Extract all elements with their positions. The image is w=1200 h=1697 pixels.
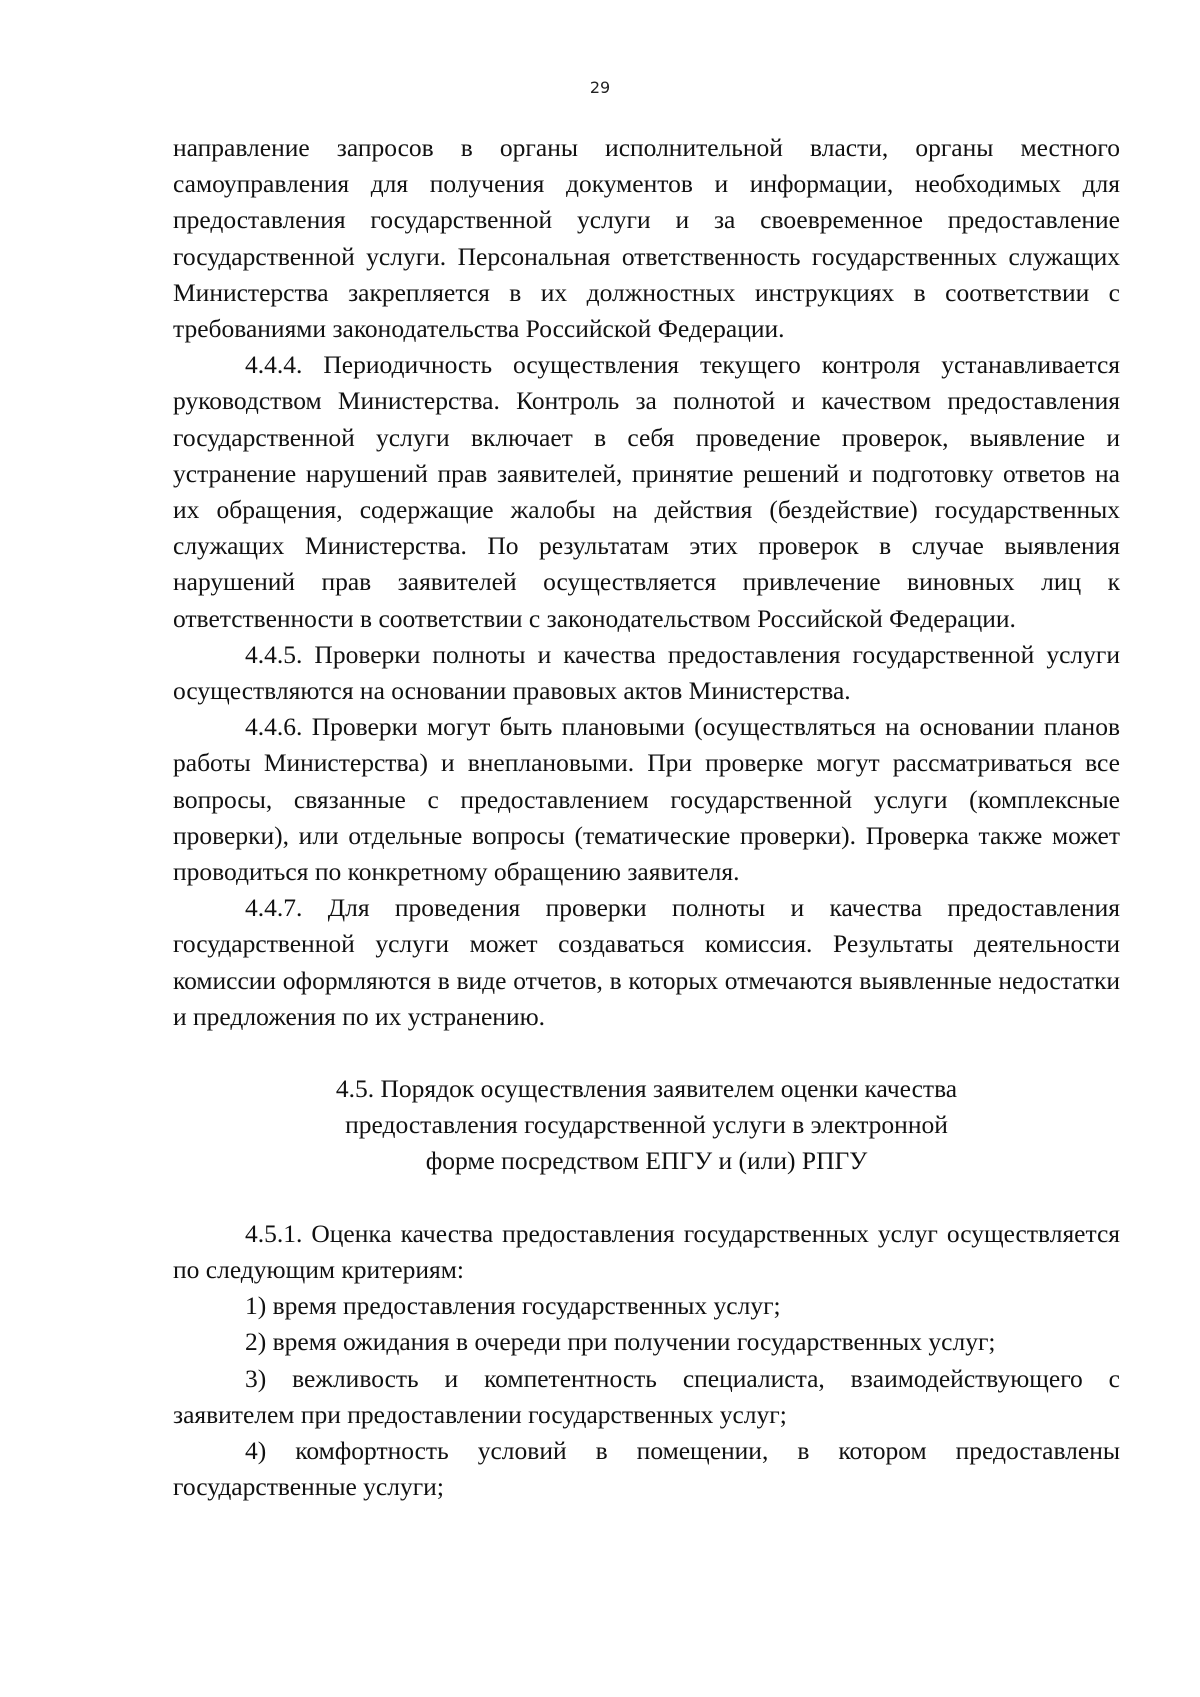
section-heading-line: 4.5. Порядок осуществления заявителем оценки качества bbox=[335, 1074, 958, 1104]
section-heading-line: форме посредством ЕПГУ и (или) РПГУ bbox=[425, 1146, 868, 1176]
paragraph-4-4-4: 4.4.4. Периодичность осуществления текущего контроля устанавливается руководством Министерства. Контроль за полнотой и качеством предоставления государственной услуги включает в себя проведение проверок, выявление и устранение нарушений прав заявителей, принятие решений и подготовку ответов на их обращения, содержащие жалобы на действия (бездействие) государственных служащих Министерства. По результатам этих проверок в случае выявления нарушений прав заявителей осуществляется привлечение виновных лиц к ответственности в соответствии с законодательством Российской Федерации. bbox=[173, 350, 1120, 633]
criteria-item-1: 1) время предоставления государственных услуг; bbox=[245, 1291, 781, 1321]
paragraph-4-5-1: 4.5.1. Оценка качества предоставления государственных услуг осуществляется по следующим критериям: bbox=[173, 1218, 1120, 1284]
paragraph-4-4-5: 4.4.5. Проверки полноты и качества предоставления государственной услуги осуществляются на основании правовых актов Министерства. bbox=[173, 639, 1120, 706]
criteria-item-4: 4) комфортность условий в помещении, в котором предоставлены государственные услуги; bbox=[173, 1435, 1120, 1502]
paragraph-4-4-7: 4.4.7. Для проведения проверки полноты и качества предоставления государственной услуги может создаваться комиссия. Результаты деятельности комиссии оформляются в виде отчетов, в которых отмечаются выявленные недостатки и предложения по их устранению. bbox=[173, 893, 1120, 1031]
paragraph-continuation: направление запросов в органы исполнительной власти, органы местного самоуправления для получения документов и информации, необходимых для предоставления государственной услуги и за своевременное предоставление государственной услуги. Персональная ответственность государственных служащих Министерства закрепляется в их должностных инструкциях в соответствии с требованиями законодательства Российской Федерации. bbox=[173, 133, 1120, 344]
criteria-item-3: 3) вежливость и компетентность специалиста, взаимодействующего с заявителем при предоставлении государственных услуг; bbox=[173, 1363, 1120, 1429]
section-heading-4-5 bbox=[173, 1071, 1120, 1180]
criteria-item-2: 2) время ожидания в очереди при получении государственных услуг; bbox=[245, 1327, 996, 1357]
document-body bbox=[173, 130, 1120, 1505]
page-number: 29 bbox=[589, 78, 611, 97]
paragraph-4-4-6: 4.4.6. Проверки могут быть плановыми (осуществляться на основании планов работы Министерства) и внеплановыми. При проверке могут рассматриваться все вопросы, связанные с предоставлением государственной услуги (комплексные проверки), или отдельные вопросы (тематические проверки). Проверка также может проводиться по конкретному обращению заявителя. bbox=[173, 712, 1120, 887]
section-heading-line: предоставления государственной услуги в электронной bbox=[345, 1110, 948, 1140]
